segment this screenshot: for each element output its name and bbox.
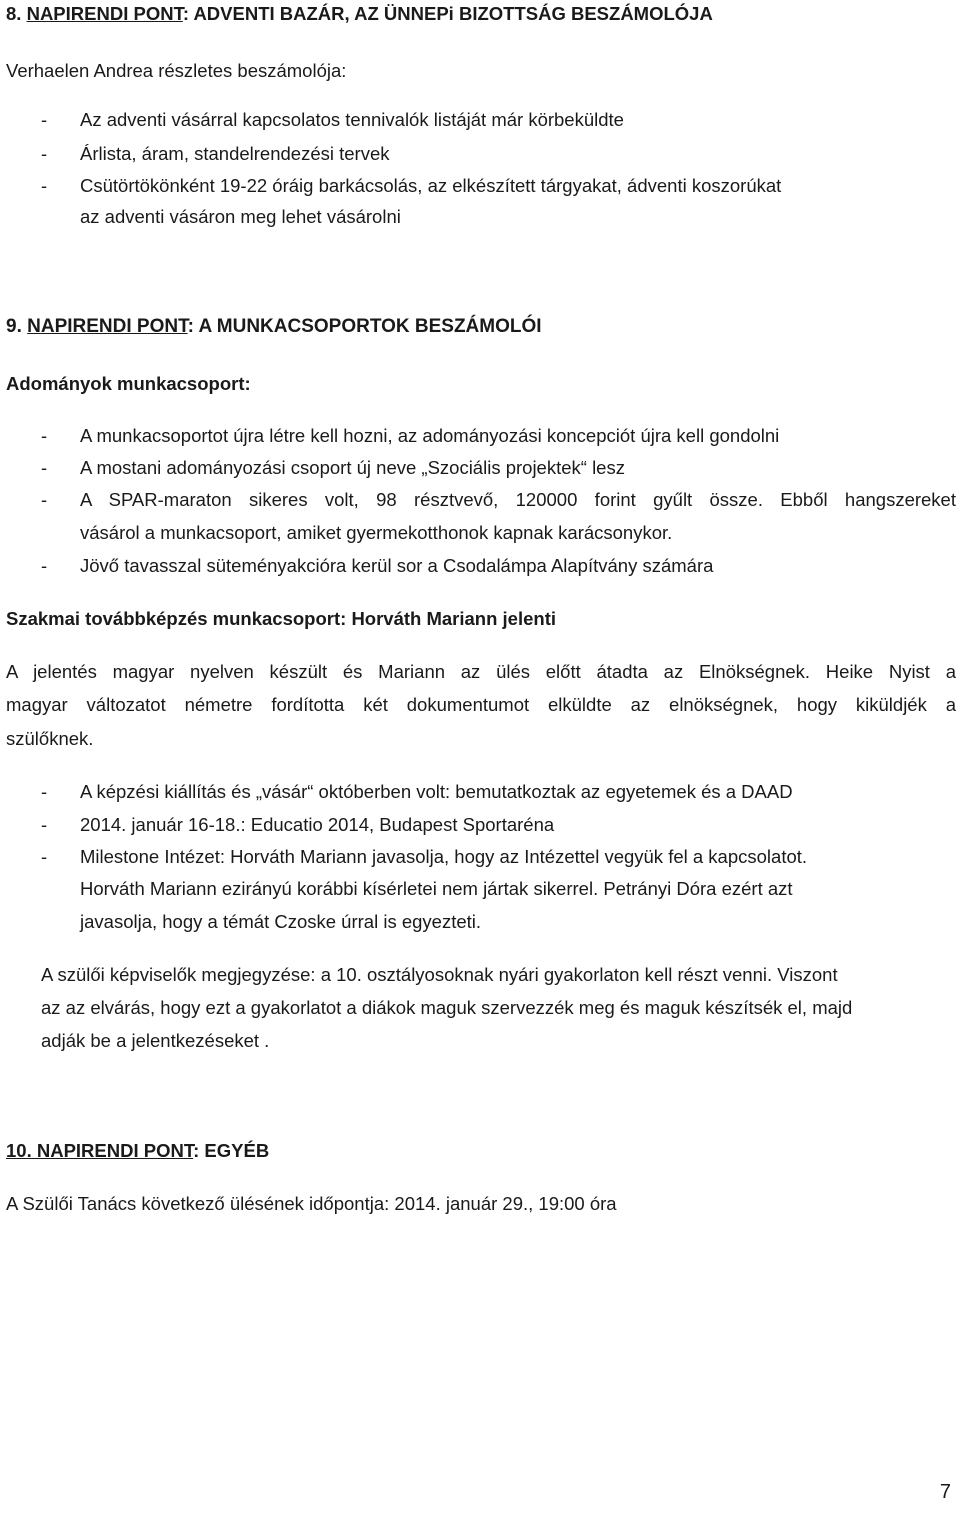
list-item-continuation: vásárol a munkacsoport, amiket gyermekotthonok kapnak karácsonykor. bbox=[80, 522, 673, 543]
section-10-heading bbox=[6, 1139, 269, 1163]
bullet-dash: - bbox=[41, 175, 48, 196]
section-10-title: : EGYÉB bbox=[193, 1140, 270, 1161]
bullet-dash: - bbox=[41, 109, 48, 130]
list-item: A mostani adományozási csoport új neve „Szociális projektek“ lesz bbox=[80, 457, 625, 478]
list-item: Milestone Intézet: Horváth Mariann javasolja, hogy az Intézettel vegyük fel a kapcsolatot. bbox=[80, 846, 808, 867]
bullet-dash: - bbox=[41, 457, 48, 478]
section-9-label: NAPIRENDI PONT bbox=[27, 316, 188, 337]
bullet-dash: - bbox=[41, 846, 48, 867]
page-number: 7 bbox=[939, 1481, 951, 1503]
bullet-dash: - bbox=[41, 425, 48, 446]
parents-note-line: adják be a jelentkezéseket . bbox=[41, 1030, 270, 1051]
paragraph-line: magyar változatot németre fordította két dokumentumot elküldte az elnökségnek, hogy kiküldjék a bbox=[6, 694, 956, 715]
list-item: Jövő tavasszal süteményakcióra kerül sor a Csodalámpa Alapítvány számára bbox=[80, 555, 714, 576]
section-9-heading bbox=[6, 315, 542, 339]
list-item-continuation: az adventi vásáron meg lehet vásárolni bbox=[80, 206, 401, 227]
list-item-continuation: javasolja, hogy a témát Czoske úrral is egyezteti. bbox=[80, 911, 482, 932]
bullet-dash: - bbox=[41, 489, 48, 510]
section-8-number: 8. bbox=[6, 3, 27, 24]
paragraph-line: A jelentés magyar nyelven készült és Mariann az ülés előtt átadta az Elnökségnek. Heike Nyist a bbox=[6, 661, 956, 682]
bullet-dash: - bbox=[41, 814, 48, 835]
section-8-intro: Verhaelen Andrea részletes beszámolója: bbox=[6, 60, 347, 81]
parents-note-line: A szülői képviselők megjegyzése: a 10. osztályosoknak nyári gyakorlaton kell részt venni. Viszont bbox=[41, 964, 838, 985]
subheading-training: Szakmai továbbképzés munkacsoport: Horváth Mariann jelenti bbox=[6, 608, 557, 629]
section-8-heading bbox=[6, 2, 713, 26]
next-meeting-text: A Szülői Tanács következő ülésének időpontja: 2014. január 29., 19:00 óra bbox=[6, 1193, 617, 1214]
list-item: 2014. január 16-18.: Educatio 2014, Budapest Sportaréna bbox=[80, 814, 555, 835]
section-10-label: 10. NAPIRENDI PONT bbox=[6, 1140, 194, 1161]
list-item-continuation: Horváth Mariann ezirányú korábbi kísérletei nem jártak sikerrel. Petrányi Dóra ezért azt bbox=[80, 878, 793, 899]
list-item: A képzési kiállítás és „vásár“ októberben volt: bemutatkoztak az egyetemek és a DAAD bbox=[80, 781, 793, 802]
subheading-donations: Adományok munkacsoport: bbox=[6, 373, 251, 394]
section-8-title: : ADVENTI BAZÁR, AZ ÜNNEPi BIZOTTSÁG BESZÁMOLÓJA bbox=[182, 3, 713, 24]
bullet-dash: - bbox=[41, 555, 48, 576]
section-9-number: 9. bbox=[6, 316, 28, 337]
list-item: A SPAR-maraton sikeres volt, 98 résztvevő, 120000 forint gyűlt össze. Ebből hangszereket bbox=[80, 489, 956, 510]
parents-note-line: az az elvárás, hogy ezt a gyakorlatot a diákok maguk szervezzék meg és maguk készítsék el, majd bbox=[41, 997, 853, 1018]
section-9-title: : A MUNKACSOPORTOK BESZÁMOLÓI bbox=[187, 316, 542, 337]
bullet-dash: - bbox=[41, 143, 48, 164]
list-item: Árlista, áram, standelrendezési tervek bbox=[80, 143, 390, 164]
paragraph-line: szülőknek. bbox=[6, 728, 94, 749]
bullet-dash: - bbox=[41, 781, 48, 802]
list-item: A munkacsoportot újra létre kell hozni, az adományozási koncepciót újra kell gondolni bbox=[80, 425, 780, 446]
section-8-label: NAPIRENDI PONT bbox=[26, 3, 183, 24]
list-item: Az adventi vásárral kapcsolatos tennivalók listáját már körbeküldte bbox=[80, 109, 624, 130]
list-item: Csütörtökönként 19-22 óráig barkácsolás, az elkészített tárgyakat, ádventi koszorúkat bbox=[80, 175, 782, 196]
